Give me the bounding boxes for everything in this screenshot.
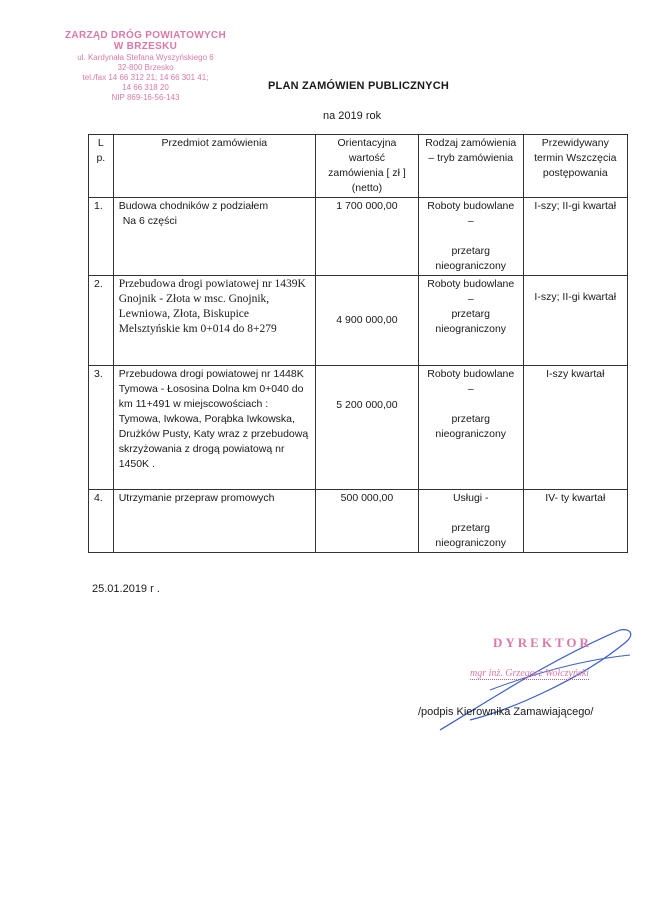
- header-value: Orientacyjna wartość zamówienia [ zł ] (netto): [315, 135, 418, 198]
- stamp-line: NIP 869-16-56-143: [111, 93, 180, 102]
- row-kind: [418, 366, 523, 490]
- procurement-table: [88, 134, 628, 553]
- document-date: 25.01.2019 r .: [92, 583, 160, 595]
- row-subject-line: Budowa chodników z podziałem: [118, 200, 269, 212]
- row-kind-type: Roboty budowlane –: [427, 278, 515, 305]
- row-kind-mode: przetarg nieograniczony: [435, 413, 507, 440]
- row-lp: 3.: [89, 366, 114, 490]
- table-row: [89, 366, 628, 490]
- row-subject-line: Na 6 części: [122, 215, 177, 227]
- row-term: IV- ty kwartał: [523, 490, 627, 553]
- header-subject: Przedmiot zamówienia: [113, 135, 315, 198]
- header-kind: Rodzaj zamówienia – tryb zamówienia: [418, 135, 523, 198]
- row-subject: Przebudowa drogi powiatowej nr 1439K Gnojnik - Złota w msc. Gnojnik, Lewniowa, Złota, Biskupice Melsztyńskie km 0+014 do 8+279: [113, 276, 315, 366]
- signature-caption: /podpis Kierownika Zamawiającego/: [418, 706, 594, 718]
- row-value: 4 900 000,00: [315, 276, 418, 366]
- row-term: I-szy kwartał: [523, 366, 627, 490]
- row-kind: [418, 490, 523, 553]
- row-kind: [418, 276, 523, 366]
- row-subject: Przebudowa drogi powiatowej nr 1448K Tymowa - Łososina Dolna km 0+040 do km 11+491 w miejscowościach : Tymowa, Iwkowa, Porąbka Iwkowska, Drużków Pusty, Katy wraz z przebudową skrzyżowania z drogą powiatową nr 1450K .: [113, 366, 315, 490]
- table-header-row: [89, 135, 628, 198]
- stamp-line: ZARZĄD DRÓG POWIATOWYCH: [65, 30, 226, 41]
- row-value: 1 700 000,00: [315, 198, 418, 276]
- table-row: [89, 490, 628, 553]
- row-kind-mode: przetarg nieograniczony: [435, 245, 507, 272]
- stamp-line: W BRZESKU: [113, 41, 178, 52]
- row-kind: [418, 198, 523, 276]
- document-title: PLAN ZAMÓWIEN PUBLICZNYCH: [268, 80, 449, 92]
- row-subject: Utrzymanie przepraw promowych: [113, 490, 315, 553]
- stamp-line: 32-800 Brzesko: [117, 63, 174, 72]
- row-lp: 1.: [89, 198, 114, 276]
- row-kind-type: Usługi -: [452, 492, 489, 504]
- row-value: 5 200 000,00: [315, 366, 418, 490]
- row-kind-mode: przetarg nieograniczony: [435, 308, 507, 335]
- stamp-line: ul. Kardynała Stefana Wyszyńskiego 6: [77, 53, 214, 62]
- table-row: [89, 276, 628, 366]
- row-term: I-szy; II-gi kwartał: [523, 276, 627, 366]
- row-lp: 2.: [89, 276, 114, 366]
- signature-stamp-name: mgr inż. Grzegorz Wołczyński: [470, 668, 590, 679]
- signature-stamp-title: DYREKTOR: [493, 635, 592, 650]
- row-term: I-szy; II-gi kwartał: [523, 198, 627, 276]
- document-subtitle: na 2019 rok: [323, 110, 382, 122]
- stamp-line: 14 66 318 20: [122, 83, 169, 92]
- row-subject: [113, 198, 315, 276]
- row-lp: 4.: [89, 490, 114, 553]
- table-row: [89, 198, 628, 276]
- row-kind-mode: przetarg nieograniczony: [435, 522, 507, 549]
- office-stamp: [58, 30, 233, 103]
- row-kind-type: Roboty budowlane –: [427, 200, 515, 227]
- row-kind-type: Roboty budowlane –: [427, 368, 515, 395]
- row-value: 500 000,00: [315, 490, 418, 553]
- header-lp: L p.: [89, 135, 114, 198]
- header-term: Przewidywany termin Wszczęcia postępowania: [523, 135, 627, 198]
- stamp-line: tel./fax 14 66 312 21; 14 66 301 41;: [82, 73, 209, 82]
